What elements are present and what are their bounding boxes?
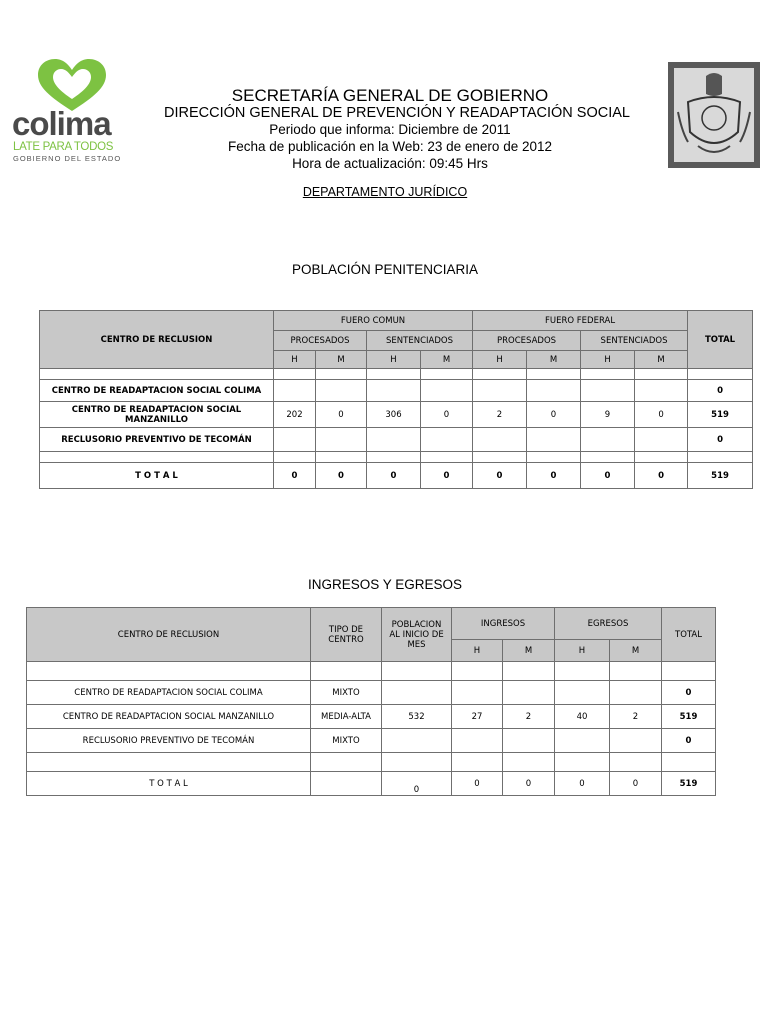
cell-value	[473, 380, 527, 402]
cell-tipo: MEDIA-ALTA	[311, 705, 382, 729]
col-header-center: CENTRO DE RECLUSION	[27, 608, 311, 662]
totals-row	[27, 772, 716, 796]
cell-value: 9	[581, 402, 635, 428]
col-header-tipo: TIPO DE CENTRO	[311, 608, 382, 662]
col-header-m: M	[503, 640, 555, 662]
page-subtitle: DIRECCIÓN GENERAL DE PREVENCIÓN Y READAPTACIÓN SOCIAL	[164, 105, 630, 121]
department-link: DEPARTAMENTO JURÍDICO	[302, 185, 468, 199]
row-center-name: CENTRO DE READAPTACION SOCIAL COLIMA	[40, 380, 274, 402]
col-header-h: H	[274, 351, 316, 369]
cell-total: 0	[367, 463, 421, 489]
cell-value	[316, 428, 367, 452]
col-header-procesados: PROCESADOS	[274, 331, 367, 351]
col-header-fuero-federal: FUERO FEDERAL	[473, 311, 688, 331]
col-header-h: H	[581, 351, 635, 369]
table-row	[27, 681, 716, 705]
col-header-h: H	[452, 640, 503, 662]
cell-value	[473, 428, 527, 452]
cell-value: 532	[382, 705, 452, 729]
cell-value	[382, 729, 452, 753]
grand-total: 519	[662, 772, 716, 796]
section-title-ingresos: INGRESOS Y EGRESOS	[307, 577, 463, 592]
publish-date: Fecha de publicación en la Web: 23 de enero de 2012	[228, 139, 552, 154]
cell-value	[527, 380, 581, 402]
col-header-fuero-comun: FUERO COMUN	[274, 311, 473, 331]
cell-value	[274, 428, 316, 452]
col-header-h: H	[473, 351, 527, 369]
poblacion-table	[39, 310, 753, 489]
cell-value: 0	[316, 402, 367, 428]
cell-total: 0	[610, 772, 662, 796]
cell-value	[581, 428, 635, 452]
logo-sub: GOBIERNO DEL ESTADO	[13, 154, 122, 163]
cell-value: 2	[503, 705, 555, 729]
cell-value	[635, 428, 688, 452]
col-header-total: TOTAL	[662, 608, 716, 662]
table-row	[40, 402, 753, 428]
cell-value: 27	[452, 705, 503, 729]
cell-value: 2	[610, 705, 662, 729]
cell-value	[555, 681, 610, 705]
cell-value	[367, 380, 421, 402]
cell-total: 0	[581, 463, 635, 489]
cell-value	[503, 681, 555, 705]
row-center-name: CENTRO DE READAPTACION SOCIAL MANZANILLO	[27, 705, 311, 729]
section-title-poblacion: POBLACIÓN PENITENCIARIA	[291, 262, 479, 277]
totals-label: T O T A L	[27, 772, 311, 796]
cell-value	[421, 428, 473, 452]
cell-total: 0	[452, 772, 503, 796]
col-header-h: H	[555, 640, 610, 662]
col-header-m: M	[527, 351, 581, 369]
row-center-name: CENTRO DE READAPTACION SOCIAL COLIMA	[27, 681, 311, 705]
cell-value	[367, 428, 421, 452]
cell-value	[610, 729, 662, 753]
cell-total: 519	[688, 402, 753, 428]
page-title: SECRETARÍA GENERAL DE GOBIERNO	[231, 86, 549, 105]
cell-value: 2	[473, 402, 527, 428]
row-center-name: RECLUSORIO PREVENTIVO DE TECOMÁN	[27, 729, 311, 753]
table-row	[40, 380, 753, 402]
cell-total: 0	[274, 463, 316, 489]
cell-value	[503, 729, 555, 753]
cell-total: 0	[635, 463, 688, 489]
row-center-name: RECLUSORIO PREVENTIVO DE TECOMÁN	[40, 428, 274, 452]
row-center-name: CENTRO DE READAPTACION SOCIAL MANZANILLO	[40, 402, 274, 428]
cell-tipo: MIXTO	[311, 681, 382, 705]
col-header-total: TOTAL	[688, 311, 753, 369]
cell-tipo: MIXTO	[311, 729, 382, 753]
table-row	[40, 428, 753, 452]
cell-value	[635, 380, 688, 402]
totals-label: T O T A L	[40, 463, 274, 489]
cell-value	[421, 380, 473, 402]
report-period: Periodo que informa: Diciembre de 2011	[269, 122, 511, 137]
cell-value: 202	[274, 402, 316, 428]
col-header-sentenciados: SENTENCIADOS	[367, 331, 473, 351]
logo-name: colima	[12, 105, 111, 142]
cell-total: 0	[527, 463, 581, 489]
cell-value: 0	[527, 402, 581, 428]
cell-total: 0	[473, 463, 527, 489]
ingresos-table	[26, 607, 716, 796]
cell-value: 40	[555, 705, 610, 729]
cell-total: 0	[662, 729, 716, 753]
cell-total: 0	[688, 428, 753, 452]
cell-value	[316, 380, 367, 402]
totals-row	[40, 463, 753, 489]
cell-value	[452, 729, 503, 753]
cell-value: 306	[367, 402, 421, 428]
col-header-ingresos: INGRESOS	[452, 608, 555, 640]
cell-value: 0	[635, 402, 688, 428]
col-header-m: M	[421, 351, 473, 369]
cell-value	[527, 428, 581, 452]
table-row	[27, 729, 716, 753]
cell-value: 0	[421, 402, 473, 428]
cell-tipo	[311, 772, 382, 796]
cell-value	[555, 729, 610, 753]
col-header-center: CENTRO DE RECLUSION	[40, 311, 274, 369]
update-time: Hora de actualización: 09:45 Hrs	[292, 156, 488, 171]
col-header-poblacion: POBLACION AL INICIO DE MES	[382, 608, 452, 662]
col-header-h: H	[367, 351, 421, 369]
cell-total: 0	[688, 380, 753, 402]
col-header-sentenciados: SENTENCIADOS	[581, 331, 688, 351]
logo-tagline: LATE PARA TODOS	[13, 141, 114, 153]
table-row	[27, 705, 716, 729]
col-header-m: M	[316, 351, 367, 369]
col-header-procesados: PROCESADOS	[473, 331, 581, 351]
cell-total: 0	[555, 772, 610, 796]
cell-value	[274, 380, 316, 402]
grand-total: 519	[688, 463, 753, 489]
cell-value	[610, 681, 662, 705]
cell-total: 519	[662, 705, 716, 729]
cell-total: 0	[503, 772, 555, 796]
col-header-m: M	[635, 351, 688, 369]
cell-total: 0	[382, 772, 452, 796]
col-header-m: M	[610, 640, 662, 662]
cell-total: 0	[662, 681, 716, 705]
cell-total: 0	[421, 463, 473, 489]
cell-value	[581, 380, 635, 402]
cell-value	[452, 681, 503, 705]
col-header-egresos: EGRESOS	[555, 608, 662, 640]
cell-value	[382, 681, 452, 705]
cell-total: 0	[316, 463, 367, 489]
